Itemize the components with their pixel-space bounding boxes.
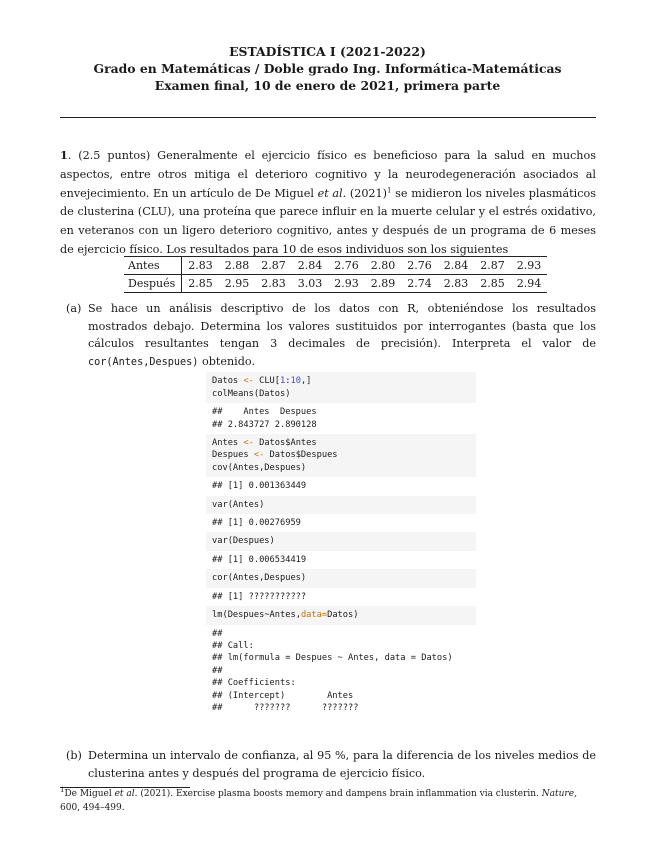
- problem-text-b: (2021): [346, 186, 388, 200]
- table-cell: 2.83: [182, 257, 219, 275]
- table-cell: 2.88: [219, 257, 256, 275]
- table-cell: 2.85: [474, 275, 511, 293]
- footnote-marker: 1: [387, 185, 392, 194]
- code-block-4: var(Despues): [206, 532, 476, 550]
- code-block-2: Antes <- Datos$Antes Despues <- Datos$Despues cov(Antes,Despues): [206, 434, 476, 477]
- table-cell: 2.83: [255, 275, 292, 293]
- table-cell: 2.84: [438, 257, 475, 275]
- question-a-body: Se hace un análisis descriptivo de los datos con R, obteniéndose los resultados mostrados debajo. Determina los valores sustituidos por interrogantes (basta que los cálculos resultantes tengan 3 decimales de precisión). Interpreta el valor de: [88, 302, 596, 350]
- question-b-text: Determina un intervalo de confianza, al 95 %, para la diferencia de los niveles medios de clusterina antes y después del programa de ejercicio físico.: [88, 749, 596, 780]
- r-code-output: [206, 360, 476, 742]
- problem-etal: et al.: [317, 186, 347, 200]
- table-cell: 2.95: [219, 275, 256, 293]
- footnote-number: 1: [60, 786, 65, 794]
- table-cell: 2.89: [365, 275, 402, 293]
- degree-line: Grado en Matemáticas / Doble grado Ing. Informática-Matemáticas: [93, 61, 562, 76]
- problem-text-a: . (2.5 puntos) Generalmente el ejercicio físico es beneficioso para la salud en muchos aspectos, entre otros mitiga el deterioro cognitivo y la neurodegeneración asociados al envejecimiento. En un artículo de De Miguel: [60, 149, 596, 200]
- table-cell: 2.76: [401, 257, 438, 275]
- table-cell: 2.85: [182, 275, 219, 293]
- problem-number: 1: [60, 148, 68, 162]
- exam-date-line: Examen final, 10 de enero de 2021, primera parte: [154, 78, 501, 93]
- table-row-antes: [124, 257, 547, 275]
- table-cell: 2.83: [438, 275, 475, 293]
- output-block-2: ## [1] 0.001363449: [212, 481, 307, 492]
- table-cell: 2.74: [401, 275, 438, 293]
- table-cell: 2.94: [511, 275, 548, 293]
- table-row-despues: [124, 275, 547, 293]
- exam-header: [0, 43, 655, 94]
- question-a-end: obtenido.: [198, 354, 256, 368]
- table-cell: 2.80: [365, 257, 402, 275]
- code-block-1: Datos <- CLU[1:10,] colMeans(Datos): [206, 372, 476, 403]
- table-cell: 2.76: [328, 257, 365, 275]
- row-label-antes: Antes: [124, 257, 182, 275]
- question-b: [60, 747, 596, 782]
- table-cell: 2.93: [328, 275, 365, 293]
- output-block-1: ## Antes Despues ## 2.843727 2.890128: [212, 407, 317, 430]
- output-block-4: ## [1] 0.006534419: [212, 554, 307, 565]
- output-block-5: ## [1] ???????????: [212, 591, 307, 602]
- problem-text-c: se midieron los niveles plasmáticos de clusterina (CLU), una proteína que parece influir en la muerte celular y el estrés oxidativo, en veteranos con un ligero deterioro cognitivo, antes y después de un programa de 6 meses de ejercicio físico. Los resultados para 10 de esos individuos son los siguientes: [60, 186, 596, 256]
- table-cell: 2.87: [255, 257, 292, 275]
- code-block-3: var(Antes): [206, 496, 476, 514]
- clusterin-data-table: [124, 256, 547, 293]
- inline-code: cor(Antes,Despues): [88, 356, 199, 368]
- table-cell: 2.93: [511, 257, 548, 275]
- table-cell: 3.03: [292, 275, 329, 293]
- table-cell: 2.87: [474, 257, 511, 275]
- course-title: ESTADÍSTICA I (2021-2022): [229, 44, 426, 59]
- code-block-5: cor(Antes,Despues): [206, 569, 476, 587]
- output-block-6: ## ## Call: ## lm(formula = Despues ~ Antes, data = Datos) ## ## Coefficients: ## (Intercept) Antes ## ??????? ???????: [212, 628, 453, 713]
- output-block-3: ## [1] 0.00276959: [212, 518, 301, 529]
- question-b-label: (b): [66, 749, 82, 762]
- question-a-label: (a): [66, 302, 82, 315]
- header-divider: [60, 117, 596, 118]
- code-block-6: lm(Despues~Antes,data=Datos): [206, 606, 476, 624]
- table-cell: 2.84: [292, 257, 329, 275]
- row-label-despues: Después: [124, 275, 182, 293]
- footnote: $^1$De Miguel et al. (2021). Exercise plasma boosts memory and dampens brain inflammation via clusterin. Nature, 600, 494–499.: [60, 786, 577, 813]
- problem-statement: [60, 146, 596, 260]
